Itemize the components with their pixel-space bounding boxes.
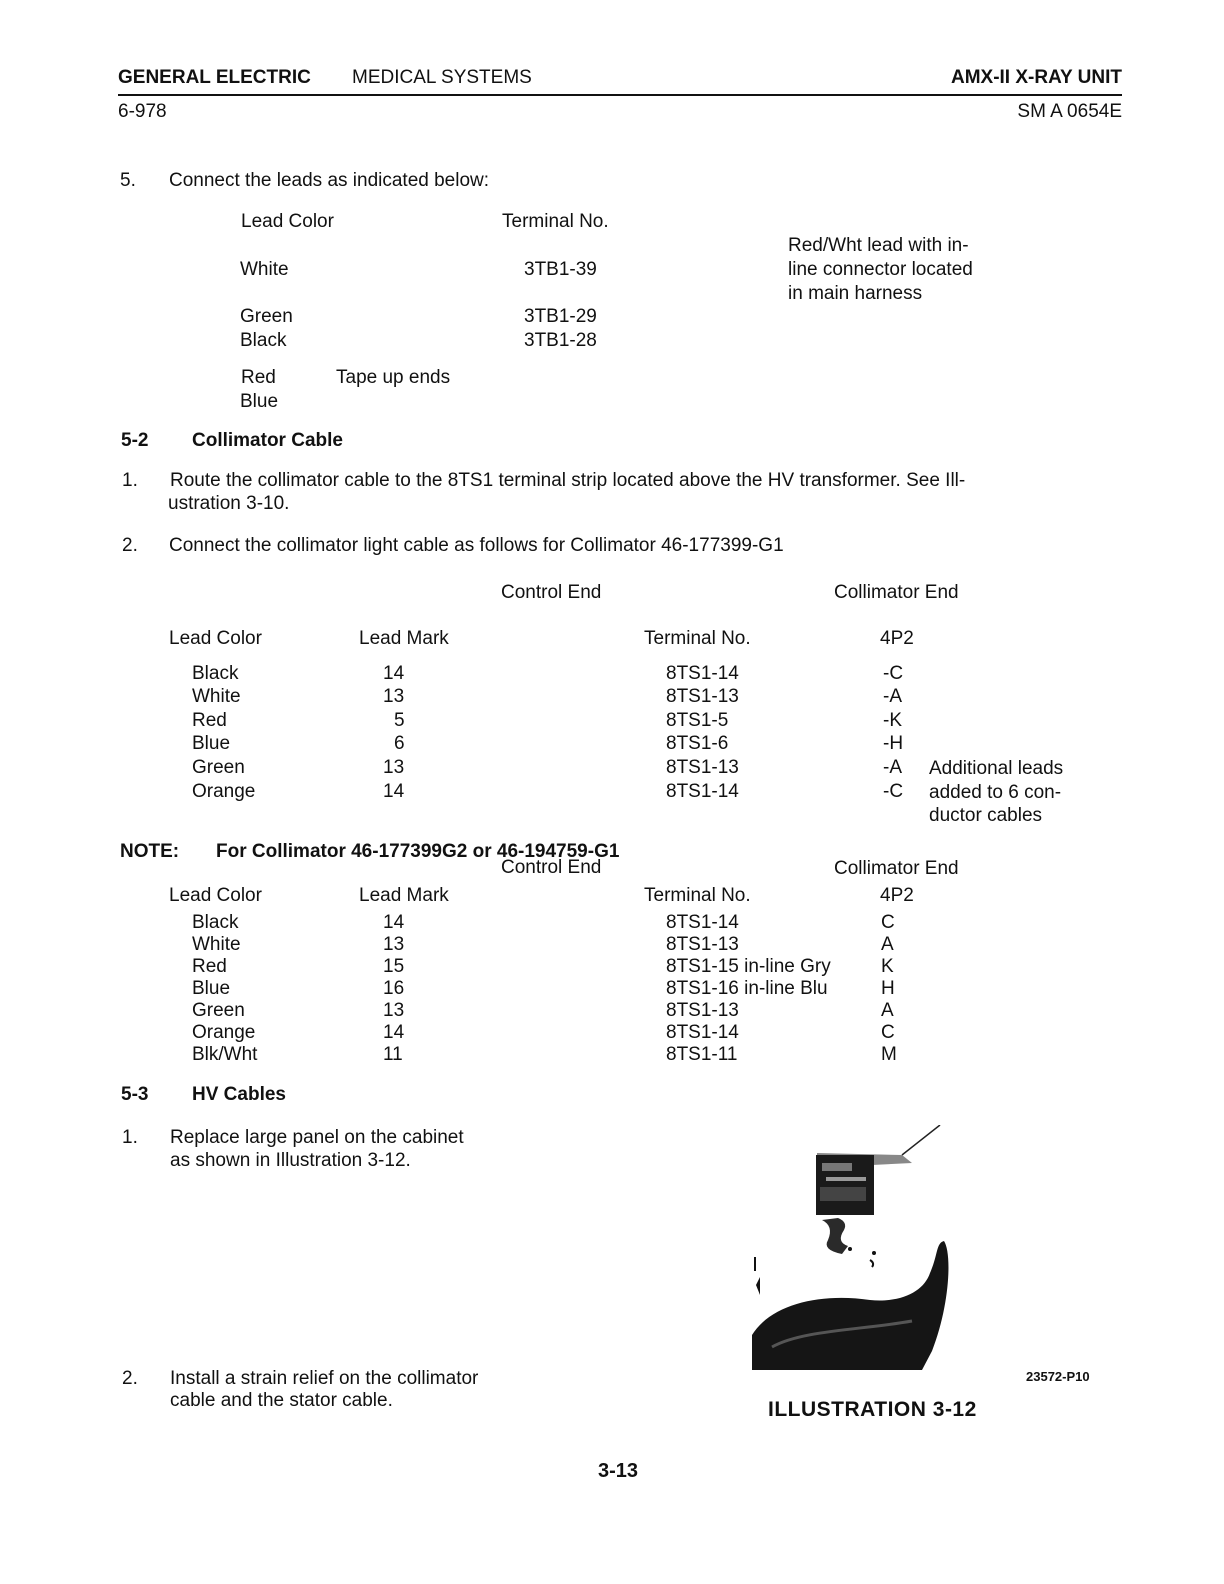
section-5-3-number: 5-3 xyxy=(121,1084,149,1105)
table2-cell-pin: A xyxy=(881,1000,894,1021)
table1-cell-mark: 5 xyxy=(394,710,405,731)
table1-cell-color: Orange xyxy=(192,781,256,802)
table2-cell-mark: 13 xyxy=(383,1000,405,1021)
table2-cell-terminal: 8TS1-13 xyxy=(666,1000,739,1021)
page-number: 3-13 xyxy=(598,1460,639,1482)
table1-cell-color: Blue xyxy=(192,733,231,754)
table1-cell-pin: -K xyxy=(883,710,902,731)
table2-cell-color: Orange xyxy=(192,1022,256,1043)
step5-row-terminal: 3TB1-28 xyxy=(524,330,597,351)
step5-number: 5. xyxy=(120,170,136,191)
header-division: MEDICAL SYSTEMS xyxy=(352,67,532,88)
step5-note-line: line connector located xyxy=(788,259,973,280)
step5-row-color: White xyxy=(240,259,289,280)
header-manual: SM A 0654E xyxy=(1017,101,1122,122)
table2-cell-pin: C xyxy=(881,1022,895,1043)
sec52-step2-number: 2. xyxy=(122,535,138,556)
header-rule xyxy=(118,94,1122,96)
table1-cell-pin: -A xyxy=(883,686,902,707)
table1-cell-terminal: 8TS1-14 xyxy=(666,663,739,684)
step5-col-terminal: Terminal No. xyxy=(502,211,609,232)
table2-header-mark: Lead Mark xyxy=(359,885,449,906)
table1-header-4p2: 4P2 xyxy=(880,628,914,649)
table2-cell-mark: 15 xyxy=(383,956,405,977)
table2-cell-terminal: 8TS1-11 xyxy=(666,1044,738,1065)
sec52-step2-text: Connect the collimator light cable as follows for Collimator 46-177399-G1 xyxy=(169,535,784,556)
table1-cell-mark: 14 xyxy=(383,781,405,802)
table2-cell-mark: 14 xyxy=(383,1022,405,1043)
header-unit: AMX-II X-RAY UNIT xyxy=(950,67,1122,88)
table1-additional-line: ductor cables xyxy=(929,805,1043,826)
header-company: GENERAL ELECTRIC xyxy=(118,67,311,88)
header-date: 6-978 xyxy=(118,101,167,122)
table1-cell-terminal: 8TS1-14 xyxy=(666,781,739,802)
table2-cell-pin: C xyxy=(881,912,895,933)
photo-panel-detail xyxy=(820,1187,866,1201)
step5-note-line: Red/Wht lead with in- xyxy=(788,235,969,256)
illustration-caption: ILLUSTRATION 3-12 xyxy=(768,1398,977,1421)
table1-collimator-end: Collimator End xyxy=(834,582,959,603)
table1-cell-pin: -C xyxy=(883,781,904,802)
photo-detail xyxy=(872,1251,876,1255)
sec53-step2-line2: cable and the stator cable. xyxy=(170,1390,393,1411)
table2-cell-color: Blk/Wht xyxy=(192,1044,258,1065)
step5-red: Red xyxy=(241,367,276,388)
table2-cell-terminal: 8TS1-13 xyxy=(666,934,739,955)
photo-cable xyxy=(822,1218,848,1254)
table1-cell-pin: -H xyxy=(883,733,904,754)
step5-text: Connect the leads as indicated below: xyxy=(169,170,490,191)
table2-cell-terminal: 8TS1-14 xyxy=(666,1022,739,1043)
step5-tape-note: Tape up ends xyxy=(336,367,451,388)
table1-cell-pin: -C xyxy=(883,663,904,684)
table2-cell-color: Green xyxy=(192,1000,245,1021)
photo-edge-line xyxy=(902,1125,940,1155)
sec52-step1-line2: ustration 3-10. xyxy=(168,493,290,514)
table1-header-mark: Lead Mark xyxy=(359,628,449,649)
table2-cell-mark: 14 xyxy=(383,912,405,933)
table1-header-terminal: Terminal No. xyxy=(644,628,751,649)
table2-cell-mark: 13 xyxy=(383,934,405,955)
table1-cell-color: Green xyxy=(192,757,245,778)
sec52-step1-line1: Route the collimator cable to the 8TS1 terminal strip located above the HV transformer. See Ill- xyxy=(170,470,966,491)
table1-cell-mark: 13 xyxy=(383,686,405,707)
table2-cell-terminal: 8TS1-15 in-line Gry xyxy=(666,956,831,977)
table2-cell-pin: K xyxy=(881,956,894,977)
table2-header-color: Lead Color xyxy=(169,885,262,906)
sec53-step2-line1: Install a strain relief on the collimator xyxy=(170,1368,479,1389)
photo-panel-detail xyxy=(822,1163,852,1171)
table1-cell-terminal: 8TS1-5 xyxy=(666,710,729,731)
photo-detail xyxy=(870,1260,873,1267)
photo-panel-detail xyxy=(826,1177,866,1181)
table2-header-terminal: Terminal No. xyxy=(644,885,751,906)
step5-row-terminal: 3TB1-29 xyxy=(524,306,597,327)
table2-cell-pin: H xyxy=(881,978,895,999)
sec53-step1-line1: Replace large panel on the cabinet xyxy=(170,1127,464,1148)
illustration-photo xyxy=(752,1125,952,1370)
table2-cell-terminal: 8TS1-16 in-line Blu xyxy=(666,978,828,999)
photo-detail xyxy=(848,1247,852,1251)
table1-header-color: Lead Color xyxy=(169,628,262,649)
table2-cell-pin: A xyxy=(881,934,894,955)
section-5-2-title: Collimator Cable xyxy=(192,430,343,451)
note-text: For Collimator 46-177399G2 or 46-194759-G1 xyxy=(216,841,620,862)
step5-row-terminal: 3TB1-39 xyxy=(524,259,597,280)
sec52-step1-number: 1. xyxy=(122,470,138,491)
section-5-3-title: HV Cables xyxy=(192,1084,286,1105)
table1-cell-mark: 13 xyxy=(383,757,405,778)
photo-detail xyxy=(756,1277,760,1295)
step5-blue: Blue xyxy=(240,391,279,412)
table1-control-end: Control End xyxy=(501,582,602,603)
section-5-2-number: 5-2 xyxy=(121,430,149,451)
table1-cell-mark: 14 xyxy=(383,663,405,684)
note-label: NOTE: xyxy=(120,841,180,862)
table2-cell-color: White xyxy=(192,934,241,955)
photo-tube-housing xyxy=(752,1241,948,1370)
table1-cell-color: White xyxy=(192,686,241,707)
sec53-step2-number: 2. xyxy=(122,1368,138,1389)
table1-cell-color: Red xyxy=(192,710,227,731)
table2-collimator-end: Collimator End xyxy=(834,858,959,879)
table1-cell-mark: 6 xyxy=(394,733,405,754)
table2-cell-pin: M xyxy=(881,1044,897,1065)
table1-cell-terminal: 8TS1-6 xyxy=(666,733,729,754)
illustration-photo-id: 23572-P10 xyxy=(1026,1369,1090,1384)
step5-col-lead: Lead Color xyxy=(241,211,334,232)
table2-cell-color: Black xyxy=(192,912,239,933)
table2-control-end: Control End xyxy=(501,857,602,878)
sec53-step1-line2: as shown in Illustration 3-12. xyxy=(170,1150,411,1171)
table2-cell-terminal: 8TS1-14 xyxy=(666,912,739,933)
sec53-step1-number: 1. xyxy=(122,1127,138,1148)
table2-cell-mark: 11 xyxy=(383,1044,403,1065)
table1-cell-pin: -A xyxy=(883,757,902,778)
table1-cell-color: Black xyxy=(192,663,239,684)
table1-cell-terminal: 8TS1-13 xyxy=(666,757,739,778)
table1-additional-line: added to 6 con- xyxy=(929,782,1062,803)
table2-cell-color: Red xyxy=(192,956,227,977)
table2-header-4p2: 4P2 xyxy=(880,885,914,906)
step5-row-color: Black xyxy=(240,330,287,351)
step5-note-line: in main harness xyxy=(788,283,923,304)
table2-cell-color: Blue xyxy=(192,978,231,999)
table1-cell-terminal: 8TS1-13 xyxy=(666,686,739,707)
table2-cell-mark: 16 xyxy=(383,978,405,999)
table1-additional-line: Additional leads xyxy=(929,758,1064,779)
step5-row-color: Green xyxy=(240,306,293,327)
